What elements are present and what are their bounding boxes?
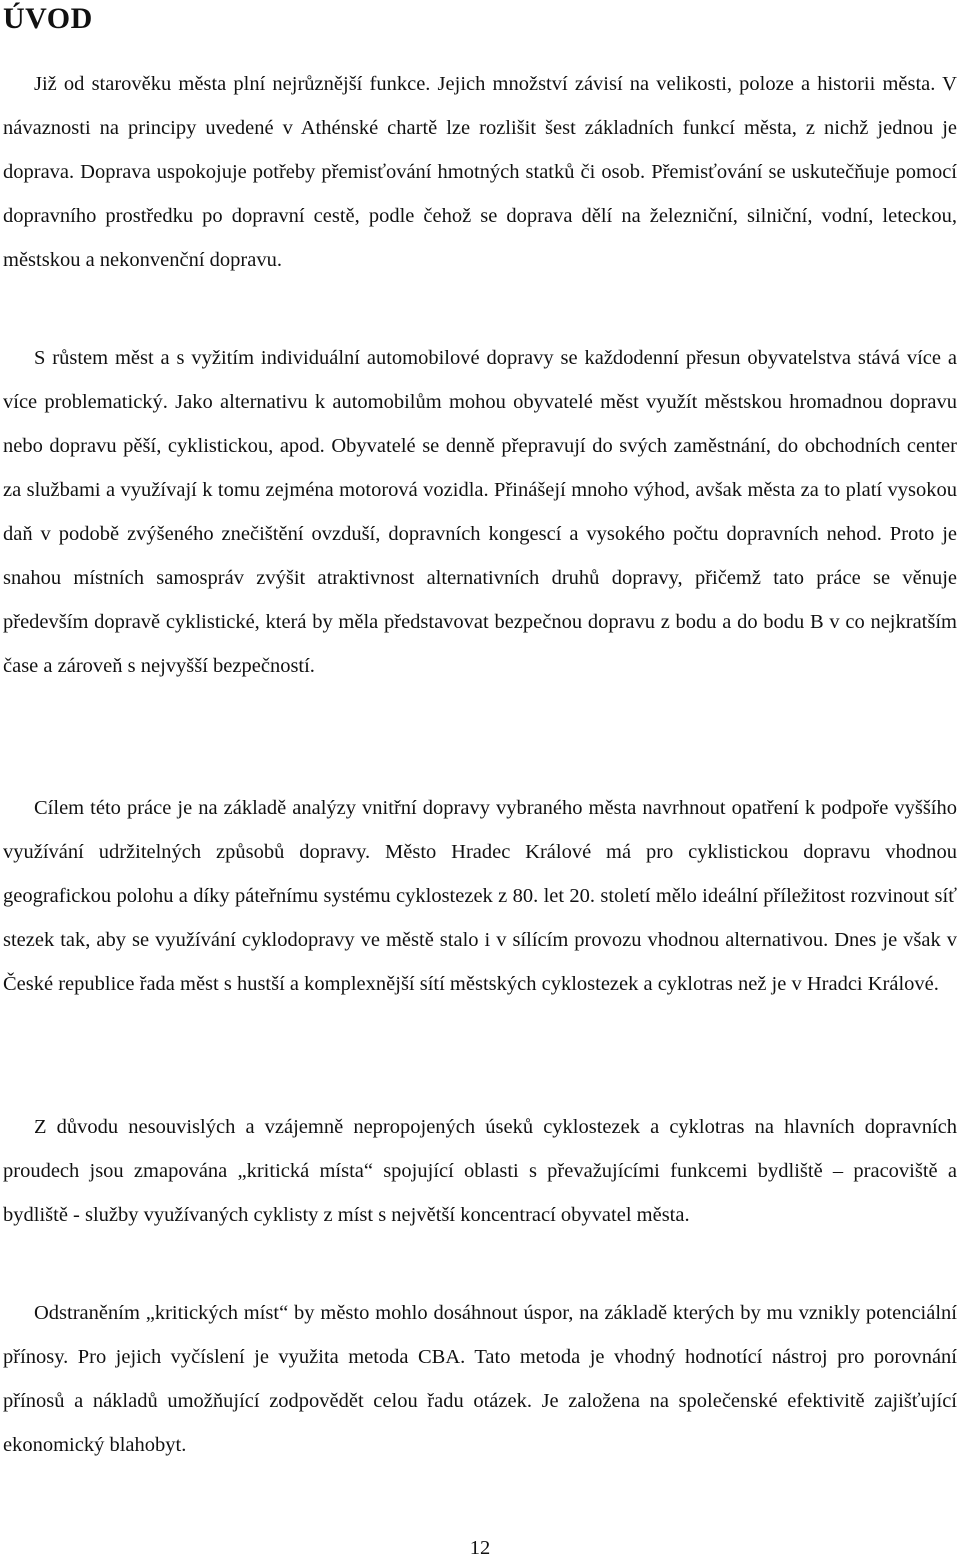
intro-paragraph-3: Cílem této práce je na základě analýzy vnitřní dopravy vybraného města navrhnout opatření k podpoře vyššího využívání udržitelných způsobů dopravy. Město Hradec Králové má pro cyklistickou dopravu vhodnou geografickou polohu a díky páteřnímu systému cyklostezek z 80. let 20. století mělo ideální příležitost rozvinout síť stezek tak, aby se využívání cyklodopravy ve městě stalo i v sílícím provozu vhodnou alternativou. Dnes je však v České republice řada měst s hustší a komplexnější sítí městských cyklostezek a cyklotras než je v Hradci Králové. (3, 797, 957, 995)
intro-paragraph-5: Odstraněním „kritických míst“ by město mohlo dosáhnout úspor, na základě kterých by mu vznikly potenciální přínosy. Pro jejich vyčíslení je využita metoda CBA. Tato metoda je vhodný hodnotící nástroj pro porovnání přínosů a nákladů umožňující zodpovědět celou řadu otázek. Je založena na společenské efektivitě zajišťující ekonomický blahobyt. (3, 1302, 957, 1456)
intro-paragraph-4: Z důvodu nesouvislých a vzájemně nepropojených úseků cyklostezek a cyklotras na hlavních dopravních proudech jsou zmapována „kritická místa“ spojující oblasti s převažujícími funkcemi bydliště – pracoviště a bydliště - služby využívaných cyklisty z míst s největší koncentrací obyvatel města. (3, 1116, 957, 1226)
page-number: 12 (469, 1537, 491, 1559)
intro-paragraph-2: S růstem měst a s vyžitím individuální automobilové dopravy se každodenní přesun obyvatelstva stává více a více problematický. Jako alternativu k automobilům mohou obyvatelé měst využít městskou hromadnou dopravu nebo dopravu pěší, cyklistickou, apod. Obyvatelé se denně přepravují do svých zaměstnání, do obchodních center za službami a využívají k tomu zejména motorová vozidla. Přinášejí mnoho výhod, avšak města za to platí vysokou daň v podobě zvýšeného znečištění ovzduší, dopravních kongescí a vysokého počtu dopravních nehod. Proto je snahou místních samospráv zvýšit atraktivnost alternativních druhů dopravy, přičemž tato práce se věnuje především dopravě cyklistické, která by měla představovat bezpečnou dopravu z bodu a do bodu B v co nejkratším čase a zároveň s nejvyšší bezpečností. (3, 347, 957, 677)
intro-paragraph-1: Již od starověku města plní nejrůznější funkce. Jejich množství závisí na velikosti, poloze a historii města. V návaznosti na principy uvedené v Athénské chartě lze rozlišit šest základních funkcí města, z nichž jednou je doprava. Doprava uspokojuje potřeby přemisťování hmotných statků či osob. Přemisťování se uskutečňuje pomocí dopravního prostředku po dopravní cestě, podle čehož se doprava dělí na železniční, silniční, vodní, leteckou, městskou a nekonvenční dopravu. (3, 73, 957, 271)
page-title: ÚVOD (3, 2, 93, 35)
